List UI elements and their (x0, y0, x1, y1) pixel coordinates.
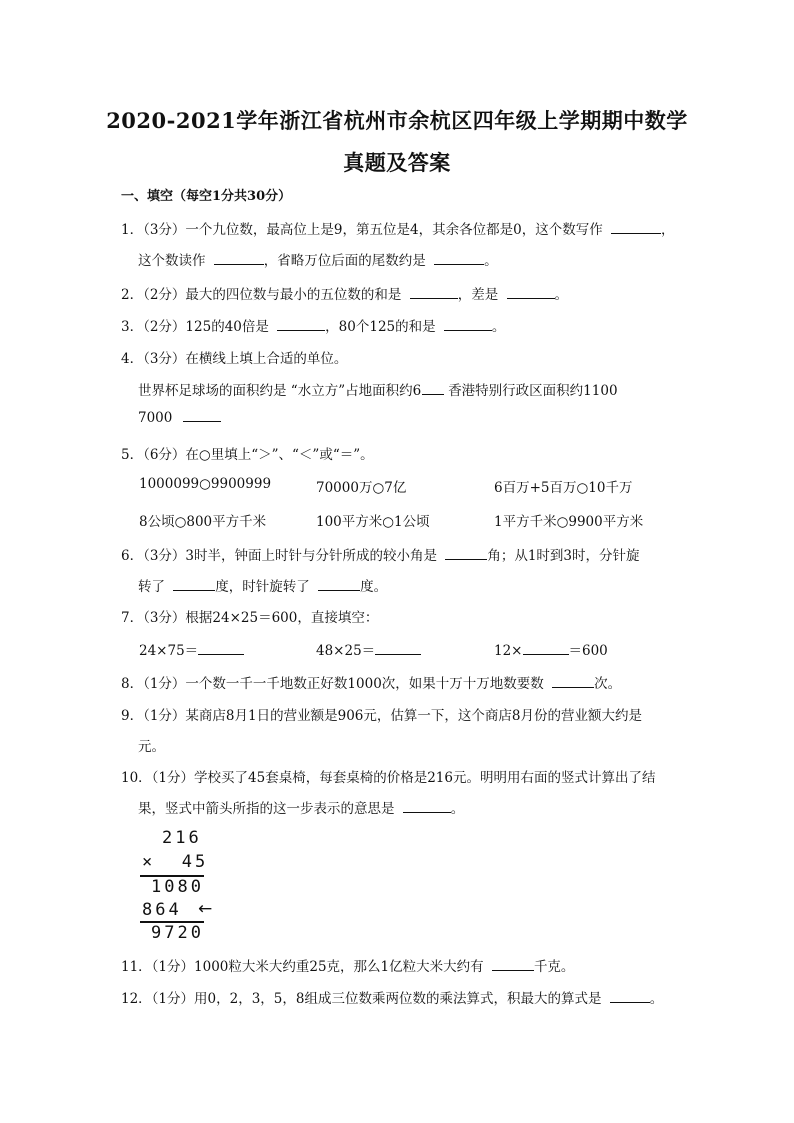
question-1-line-1 (121, 218, 675, 238)
answer-blank[interactable] (183, 410, 221, 422)
question-text: 。 (649, 991, 664, 1007)
question-text: 1．（3分）一个九位数，最高位上是9，第五位是4，其余各位都是0，这个数写作 (121, 222, 603, 238)
page-title: 2020-2021学年浙江省杭州市余杭区四年级上学期期中数学 (106, 108, 688, 133)
answer-blank[interactable] (610, 991, 650, 1003)
comparison-item: 100平方米○1公顷 (316, 514, 430, 530)
vertical-multiplication (140, 828, 230, 943)
question-5: 5．（6分）在○里填上“＞”、“＜”或“＝”。 (121, 447, 374, 463)
answer-blank[interactable] (214, 253, 264, 265)
question-4-line-2 (138, 379, 618, 399)
left-arrow-icon: ← (198, 899, 213, 919)
question-text: 香港特别行政区面积约1100 (448, 383, 618, 399)
answer-blank[interactable] (403, 801, 451, 813)
question-text: 。 (484, 253, 498, 269)
question-text: 果，竖式中箭头所指的这一步表示的意思是 (138, 801, 395, 817)
question-text: 度，时针旋转了 (215, 579, 310, 595)
answer-blank[interactable] (445, 548, 487, 560)
question-11 (121, 955, 574, 975)
section-heading: 一、填空（每空1分共30分） (121, 189, 292, 204)
question-6-line-2 (138, 575, 387, 595)
question-6-line-1 (121, 544, 640, 564)
question-4-line-3 (138, 410, 221, 426)
fill-item (316, 639, 421, 659)
partial-product-2: 864 (142, 900, 182, 920)
multiplicand: 216 (162, 828, 202, 848)
question-text: ，省略万位后面的尾数约是 (263, 253, 426, 269)
question-text: 次。 (594, 676, 622, 692)
question-4: 4．（3分）在横线上填上合适的单位。 (121, 351, 348, 367)
comparison-item: 8公顷○800平方千米 (139, 514, 267, 530)
answer-blank[interactable] (375, 643, 421, 655)
answer-blank[interactable] (422, 383, 444, 395)
answer-blank[interactable] (198, 643, 244, 655)
question-text: 转了 (138, 579, 165, 595)
question-text: ，80个125的和是 (325, 319, 436, 335)
answer-blank[interactable] (318, 579, 360, 591)
question-3 (121, 315, 505, 335)
answer-blank[interactable] (523, 643, 569, 655)
answer-blank[interactable] (552, 676, 594, 688)
question-2 (121, 283, 568, 303)
answer-blank[interactable] (277, 319, 325, 331)
fill-item (139, 639, 244, 659)
answer-blank[interactable] (434, 253, 484, 265)
answer-blank[interactable] (410, 287, 458, 299)
question-9-line-2: 元。 (138, 739, 165, 755)
question-text: 11．（1分）1000粒大米大约重25克，那么1亿粒大米大约有 (121, 959, 484, 975)
question-text: 这个数读作 (138, 253, 206, 269)
fill-item (494, 639, 608, 659)
comparison-item: 70000万○7亿 (316, 480, 407, 496)
question-text: 8．（1分）一个数一千一千地数正好数1000次，如果十万十万地数要数 (121, 676, 544, 692)
page-title-continued: 真题及答案 (343, 150, 451, 175)
question-text: 48×25＝ (316, 643, 376, 659)
question-text: 2．（2分）最大的四位数与最小的五位数的和是 (121, 287, 402, 303)
question-7: 7．（3分）根据24×25＝600，直接填空： (121, 610, 379, 626)
question-text: 角；从1时到3时，分针旋 (487, 548, 640, 564)
comparison-item: 6百万+5百万○10千万 (494, 480, 633, 496)
product: 9720 (151, 923, 204, 943)
question-text: ，差是 (457, 287, 499, 303)
question-1-line-2 (138, 249, 498, 269)
answer-blank[interactable] (507, 287, 555, 299)
answer-blank[interactable] (444, 319, 492, 331)
question-text: 6．（3分）3时半，钟面上时针与分针所成的较小角是 (121, 548, 438, 564)
question-text: 世界杯足球场的面积约是 “水立方”占地面积约6 (138, 383, 422, 399)
partial-product-1: 1080 (151, 877, 204, 897)
question-text: 12× (494, 643, 523, 659)
question-10: 10．（1分）学校买了45套桌椅，每套桌椅的价格是216元。明明用右面的竖式计算出了结 (121, 770, 656, 786)
answer-blank[interactable] (173, 579, 215, 591)
question-text: 12．（1分）用0，2，3，5，8组成三位数乘两位数的乘法算式，积最大的算式是 (121, 991, 602, 1007)
question-text: 。 (491, 319, 506, 335)
question-text: 千克。 (533, 959, 575, 975)
question-text: 度。 (360, 579, 388, 595)
comparison-item: 1平方千米○9900平方米 (494, 514, 644, 530)
comparison-item: 1000099○9900999 (139, 476, 272, 492)
question-10-line-2 (138, 797, 464, 817)
question-text: 。 (554, 287, 569, 303)
question-text: 24×75＝ (139, 643, 199, 659)
answer-blank[interactable] (492, 959, 534, 971)
question-text: 3．（2分）125的40倍是 (121, 319, 269, 335)
question-text: ＝600 (568, 643, 608, 659)
question-text: ， (661, 222, 675, 238)
question-9: 9．（1分）某商店8月1日的营业额是906元，估算一下，这个商店8月份的营业额大约是 (121, 708, 642, 724)
question-12 (121, 987, 663, 1007)
question-text: 。 (450, 801, 465, 817)
answer-blank[interactable] (611, 222, 661, 234)
multiplier: × 45 (142, 852, 209, 872)
question-8 (121, 672, 621, 692)
question-text: 7000 (138, 410, 173, 426)
